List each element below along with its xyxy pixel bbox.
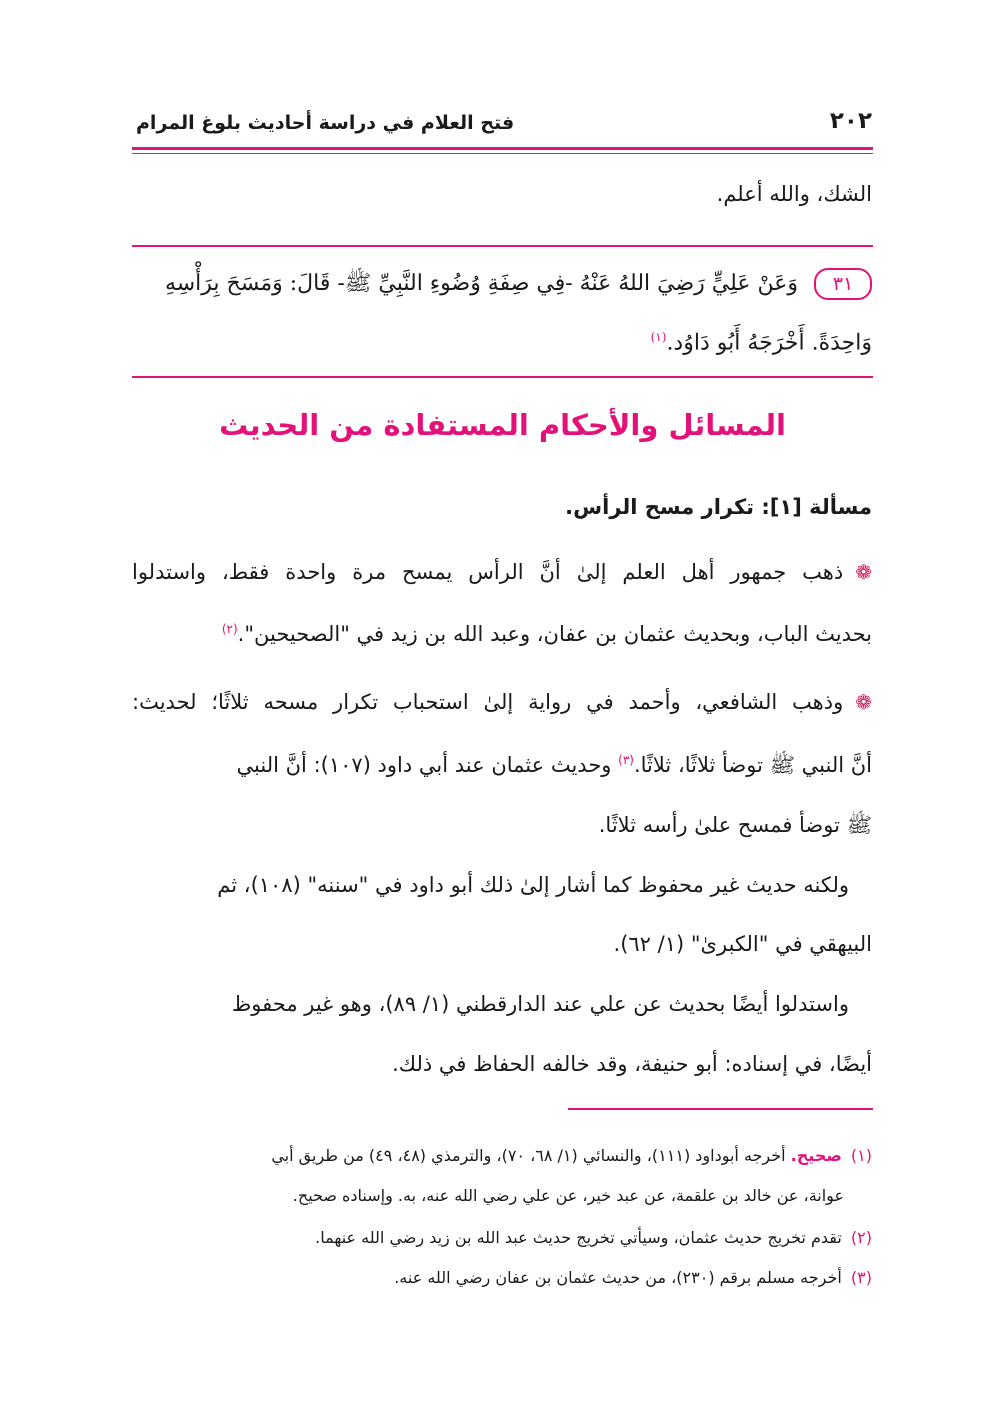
p1-text-2: بحديث الباب، وبحديث عثمان بن عفان، وعبد الله بن زيد في "الصحيحين".	[237, 622, 872, 646]
footnote-1-line-2: عوانة، عن خالد بن علقمة، عن عبد خير، عن علي رضي الله عنه، به. وإسناده صحيح.	[292, 1186, 844, 1205]
p2-line-1	[132, 690, 872, 714]
p1-line-1	[132, 560, 872, 584]
issue-title: تكرار مسح الرأس.	[565, 495, 755, 519]
intro-line: الشك، والله أعلم.	[716, 182, 872, 206]
p3-line-1: ولكنه حديث غير محفوظ كما أشار إلىٰ ذلك أبو داود في "سننه" (١٠٨)، ثم	[217, 873, 849, 897]
hadith-rule-top	[132, 245, 873, 247]
footnote-1-number: (١)	[850, 1146, 872, 1165]
p1-line-2	[132, 622, 872, 646]
header-divider-thin	[132, 153, 873, 154]
section-heading: المسائل والأحكام المستفادة من الحديث	[219, 408, 786, 442]
hadith-number-badge: ٣١	[814, 268, 872, 300]
hadith-line-2	[132, 330, 872, 355]
hadith-text-2: وَاحِدَةً. أَخْرَجَهُ أَبُو دَاوُد.	[666, 330, 872, 356]
footnote-1-line-1	[132, 1146, 872, 1165]
footnote-3-text: أخرجه مسلم برقم (٢٣٠)، من حديث عثمان بن عفان رضي الله عنه.	[394, 1268, 842, 1287]
footnote-2-number: (٢)	[850, 1228, 872, 1247]
header-divider-thick	[132, 147, 873, 150]
footnote-1-grade: صحيح.	[790, 1146, 842, 1165]
issue-heading	[132, 495, 872, 519]
p1-text-1: ذهب جمهور أهل العلم إلىٰ أنَّ الرأس يمسح مرة واحدة فقط، واستدلوا	[132, 560, 844, 584]
p4-line-1: واستدلوا أيضًا بحديث عن علي عند الدارقطني (١/ ٨٩)، وهو غير محفوظ	[231, 992, 849, 1016]
p2-text-2a: أنَّ النبي ﷺ توضأ ثلاثًا، ثلاثًا.	[633, 753, 872, 777]
footnote-ref-2[interactable]: (٢)	[221, 622, 238, 636]
hadith-text-1: وَعَنْ عَلِيٍّ رَضِيَ اللهُ عَنْهُ -فِي صِفَةِ وُضُوءِ النَّبِيِّ ﷺ- قَالَ: وَمَسَحَ بِرَأْسِهِ	[164, 271, 798, 296]
footnote-3	[132, 1268, 872, 1287]
p2-text-2b: وحديث عثمان عند أبي داود (١٠٧): أنَّ النبي	[236, 753, 612, 777]
footnote-1-text-1: أخرجه أبوداود (١١١)، والنسائي (١/ ٦٨، ٧٠)، والترمذي (٤٨، ٤٩) من طريق أبي	[271, 1146, 786, 1165]
footnote-ref-3[interactable]: (٣)	[618, 753, 634, 767]
hadith-rule-bottom	[132, 376, 873, 378]
issue-label: مسألة [١]:	[761, 495, 872, 519]
hadith-line-1	[132, 268, 872, 301]
book-title: فتح العلام في دراسة أحاديث بلوغ المرام	[136, 112, 515, 134]
footnote-2-text: تقدم تخريج حديث عثمان، وسيأتي تخريج حديث عبد الله بن زيد رضي الله عنهما.	[315, 1228, 842, 1247]
footnote-ref-1[interactable]: (١)	[650, 330, 667, 344]
footnote-3-number: (٣)	[850, 1268, 872, 1287]
footnote-2	[132, 1228, 872, 1247]
flower-ornament-icon: ❁	[855, 690, 872, 714]
p3-line-2: البيهقي في "الكبرىٰ" (١/ ٦٢).	[613, 932, 872, 956]
footnote-divider	[568, 1108, 873, 1110]
p2-line-3: ﷺ توضأ فمسح علىٰ رأسه ثلاثًا.	[598, 813, 872, 837]
flower-ornament-icon: ❁	[855, 560, 872, 584]
p2-line-2	[132, 752, 872, 783]
p2-text-1: وذهب الشافعي، وأحمد في رواية إلىٰ استحباب تكرار مسحه ثلاثًا؛ لحديث:	[132, 690, 844, 714]
page-number: ٢٠٢	[829, 108, 872, 134]
p4-line-2: أيضًا، في إسناده: أبو حنيفة، وقد خالفه الحفاظ في ذلك.	[392, 1052, 872, 1076]
